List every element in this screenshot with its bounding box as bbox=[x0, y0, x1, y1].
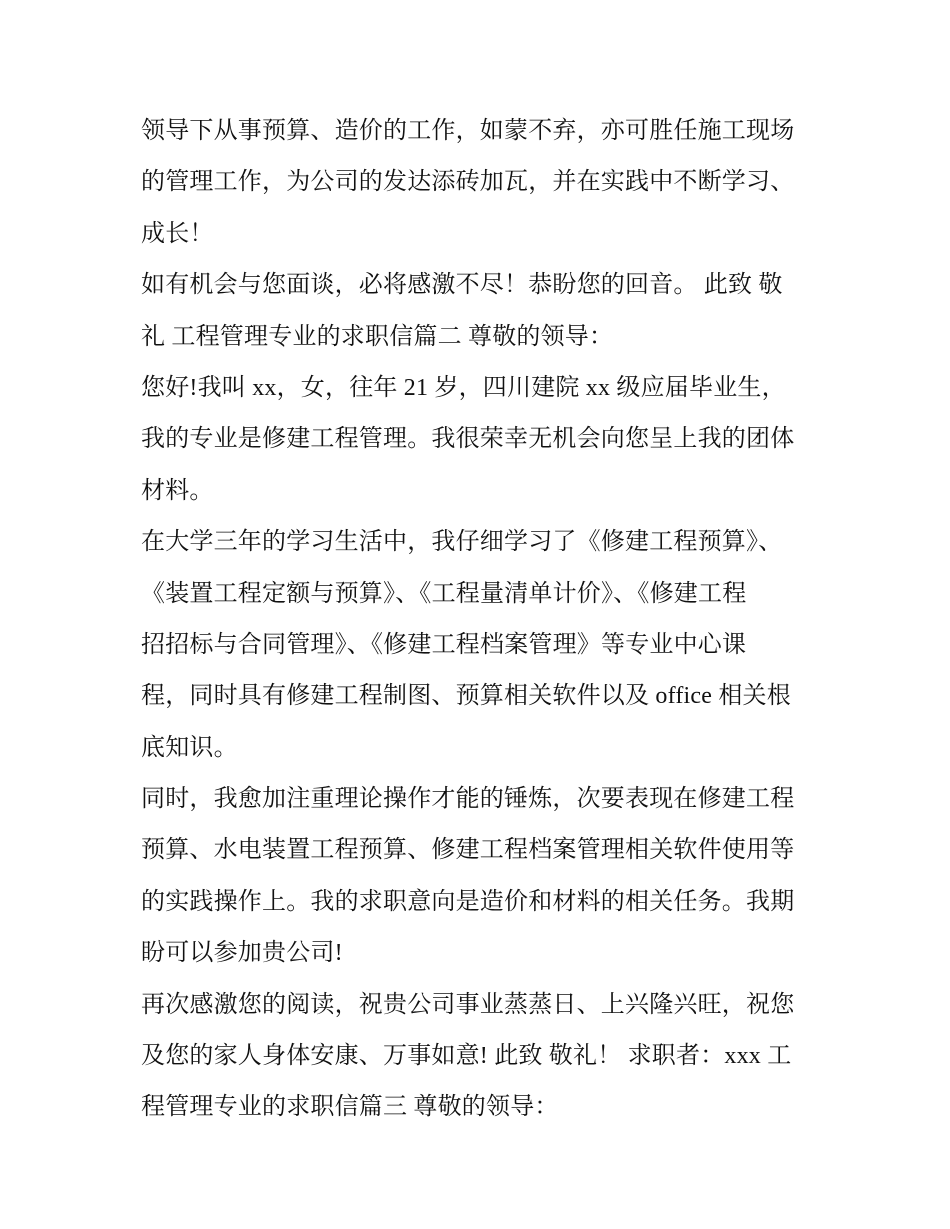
text-line: 如有机会与您面谈，必将感激不尽！恭盼您的回音。 此致 敬 bbox=[141, 272, 783, 299]
text-line: 再次感激您的阅读，祝贵公司事业蒸蒸日、上兴隆兴旺，祝您 bbox=[141, 991, 795, 1018]
text-line: 领导下从事预算、造价的工作，如蒙不弃，亦可胜任施工现场 bbox=[141, 118, 795, 144]
text-line: 材料。 bbox=[141, 477, 214, 504]
text-line: 的管理工作，为公司的发达添砖加瓦，并在实践中不断学习、 bbox=[141, 169, 795, 196]
text-line: 招招标与合同管理》、《修建工程档案管理》等专业中心课 bbox=[141, 631, 747, 658]
text-line: 《装置工程定额与预算》、《工程量清单计价》、《修建工程 bbox=[141, 580, 747, 607]
text-line: 预算、水电装置工程预算、修建工程档案管理相关软件使用等 bbox=[141, 837, 795, 864]
text-line: 底知识。 bbox=[141, 734, 238, 761]
text-line: 您好!我叫 xx，女，往年 21 岁，四川建院 xx 级应届毕业生， bbox=[141, 374, 786, 401]
text-line: 同时，我愈加注重理论操作才能的锤炼，次要表现在修建工程 bbox=[141, 786, 795, 813]
text-line: 成长！ bbox=[141, 220, 214, 247]
text-line: 程，同时具有修建工程制图、预算相关软件以及 office 相关根 bbox=[141, 683, 791, 710]
text-line: 的实践操作上。我的求职意向是造价和材料的相关任务。我期 bbox=[141, 888, 795, 915]
text-line: 我的专业是修建工程管理。我很荣幸无机会向您呈上我的团体 bbox=[141, 426, 795, 453]
text-line: 及您的家人身体安康、万事如意! 此致 敬礼！ 求职者：xxx 工 bbox=[141, 1043, 792, 1070]
text-line: 盼可以参加贵公司! bbox=[141, 940, 343, 967]
text-line: 程管理专业的求职信篇三 尊敬的领导： bbox=[141, 1094, 559, 1121]
document-body bbox=[141, 106, 831, 1134]
text-line: 礼 工程管理专业的求职信篇二 尊敬的领导： bbox=[141, 323, 614, 350]
text-line: 在大学三年的学习生活中，我仔细学习了《修建工程预算》、 bbox=[141, 529, 783, 556]
